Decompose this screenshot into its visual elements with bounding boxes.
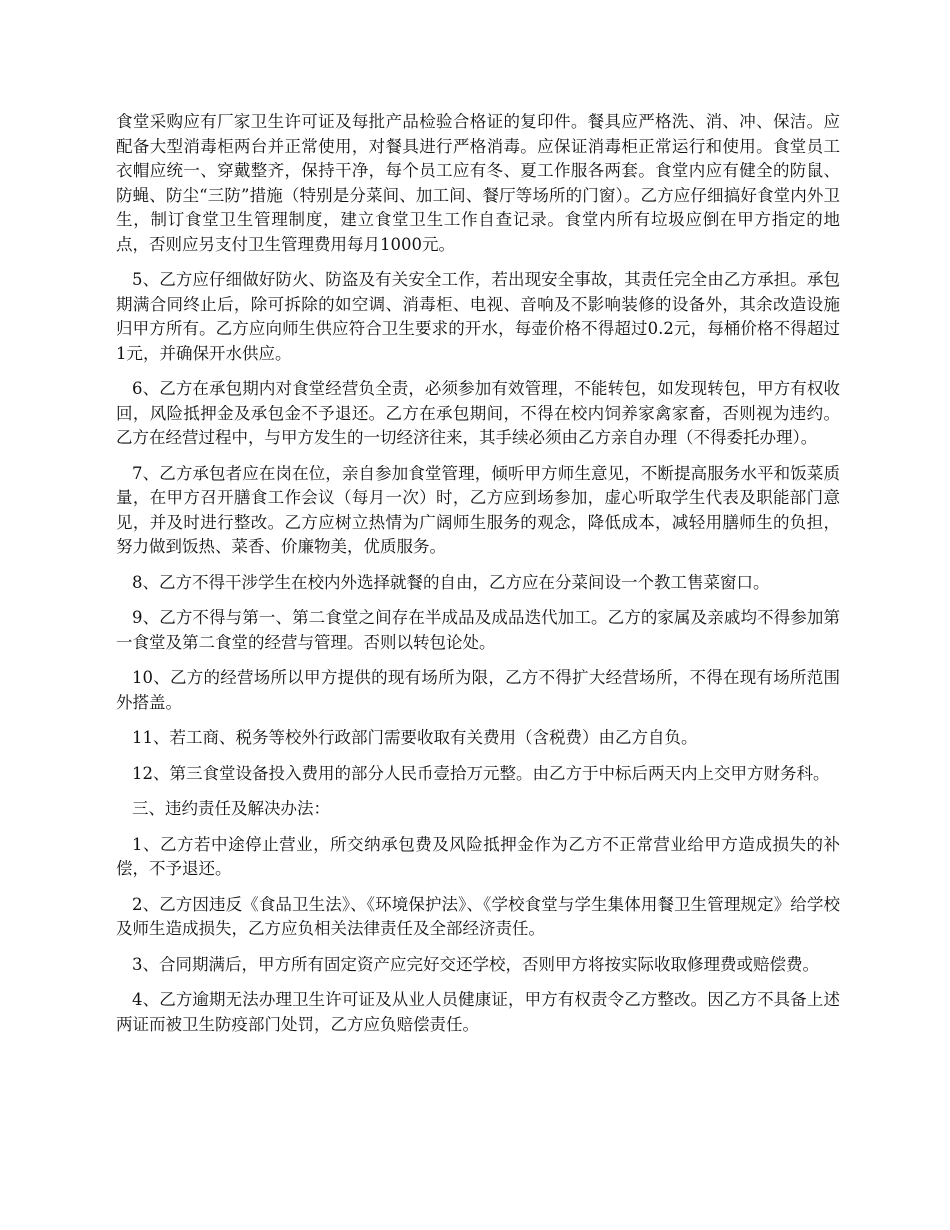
section-heading-liability: 三、违约责任及解决办法：: [132, 799, 330, 818]
paragraph-liability-1: 1、乙方若中途停止营业，所交纳承包费及风险抵押金作为乙方不正常营业给甲方造成损失的补偿，不予退还。: [116, 834, 840, 878]
document-body: [116, 110, 840, 1048]
paragraph-clause-9: 9、乙方不得与第一、第二食堂之间存在半成品及成品迭代加工。乙方的家属及亲戚均不得参加第一食堂及第二食堂的经营与管理。否则以转包论处。: [116, 608, 840, 652]
paragraph-clause-6: 6、乙方在承包期内对食堂经营负全责，必须参加有效管理，不能转包，如发现转包，甲方有权收回，风险抵押金及承包金不予退还。乙方在承包期间，不得在校内饲养家禽家畜，否则视为违约。乙方在经营过程中，与甲方发生的一切经济往来，其手续必须由乙方亲自办理（不得委托办理）。: [116, 379, 840, 447]
paragraph-clause-7: 7、乙方承包者应在岗在位，亲自参加食堂管理，倾听甲方师生意见，不断提高服务水平和饭菜质量，在甲方召开膳食工作会议（每月一次）时，乙方应到场参加，虚心听取学生代表及职能部门意见，并及时进行整改。乙方应树立热情为广阔师生服务的观念，降低成本，减轻用膳师生的负担，努力做到饭热、菜香、价廉物美，优质服务。: [116, 463, 840, 556]
paragraph-liability-4: 4、乙方逾期无法办理卫生许可证及从业人员健康证，甲方有权责令乙方整改。因乙方不具备上述两证而被卫生防疫部门处罚，乙方应负赔偿责任。: [116, 990, 840, 1034]
paragraph-liability-3: 3、合同期满后，甲方所有固定资产应完好交还学校，否则甲方将按实际收取修理费或赔偿费。: [132, 954, 819, 974]
paragraph-clause-11: 11、若工商、税务等校外行政部门需要收取有关费用（含税费）由乙方自负。: [132, 728, 698, 747]
paragraph-clause-5: 5、乙方应仔细做好防火、防盗及有关安全工作，若出现安全事故，其责任完全由乙方承担。承包期满合同终止后，除可拆除的如空调、消毒柜、电视、音响及不影响装修的设备外，其余改造设施归甲方所有。乙方应向师生供应符合卫生要求的开水，每壶价格不得超过0.2元，每桶价格不得超过1元，并确保开水供应。: [116, 270, 840, 363]
paragraph-hygiene: 食堂采购应有厂家卫生许可证及每批产品检验合格证的复印件。餐具应严格洗、消、冲、保洁。应配备大型消毒柜两台并正常使用，对餐具进行严格消毒。应保证消毒柜正常运行和使用。食堂员工衣帽应统一、穿戴整齐，保持干净，每个员工应有冬、夏工作服各两套。食堂内应有健全的防鼠、防蝇、防尘“三防”措施（特别是分菜间、加工间、餐厅等场所的门窗）。乙方应仔细搞好食堂内外卫生，制订食堂卫生管理制度，建立食堂卫生工作自查记录。食堂内所有垃圾应倒在甲方指定的地点，否则应另支付卫生管理费用每月1000元。: [116, 112, 840, 254]
paragraph-clause-12: 12、第三食堂设备投入费用的部分人民币壹拾万元整。由乙方于中标后两天内上交甲方财务科。: [132, 763, 830, 783]
paragraph-clause-8: 8、乙方不得干涉学生在校内外选择就餐的自由，乙方应在分菜间设一个教工售菜窗口。: [132, 572, 770, 592]
paragraph-liability-2: 2、乙方因违反《食品卫生法》、《环境保护法》、《学校食堂与学生集体用餐卫生管理规定》给学校及师生造成损失，乙方应负相关法律责任及全部经济责任。: [116, 894, 840, 938]
paragraph-clause-10: 10、乙方的经营场所以甲方提供的现有场所为限，乙方不得扩大经营场所，不得在现有场所范围外搭盖。: [116, 668, 840, 712]
